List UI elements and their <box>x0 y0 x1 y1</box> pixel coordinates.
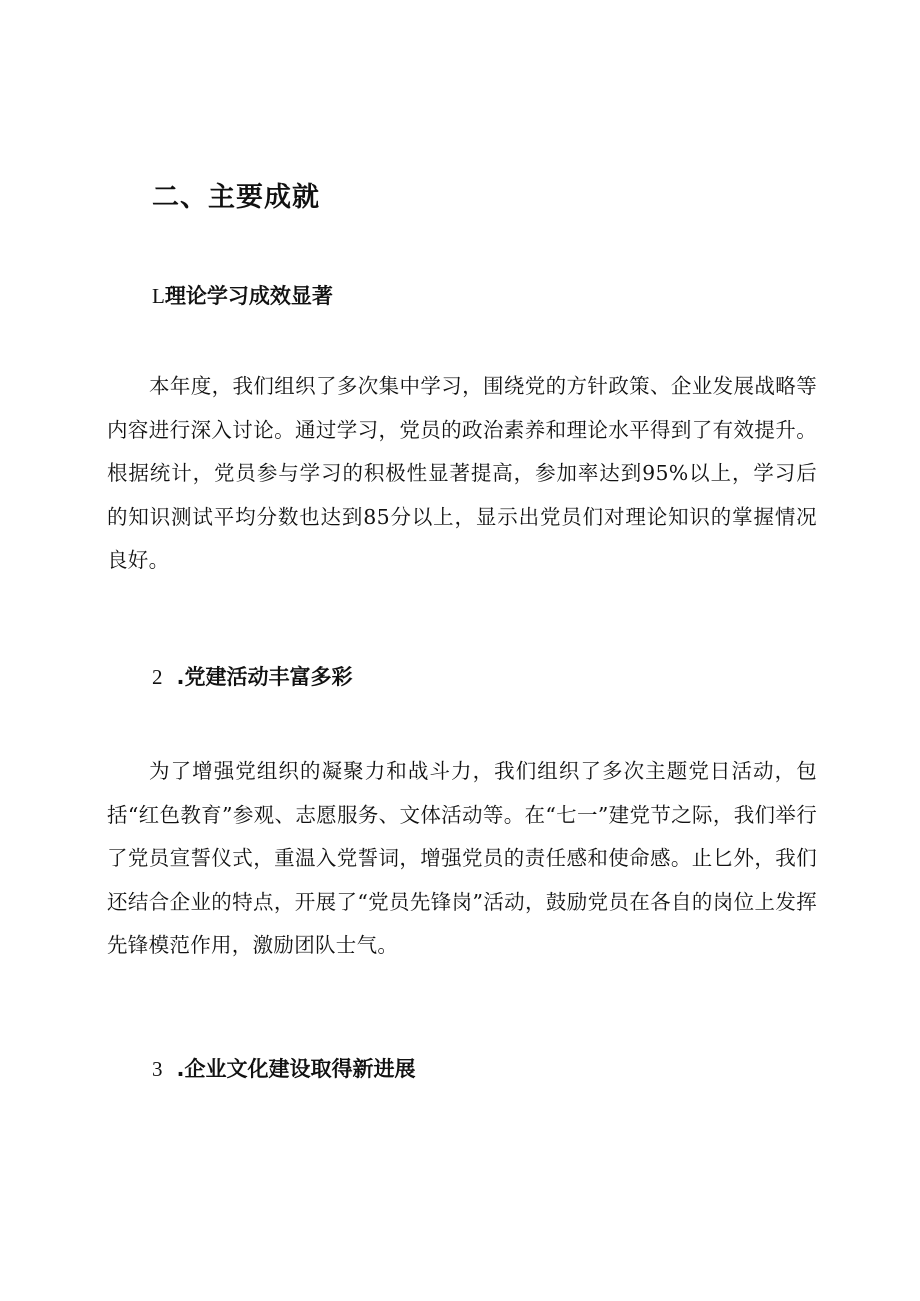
subsection-number-2: 2 <box>152 665 163 689</box>
subsection-paragraph-2: 为了增强党组织的凝聚力和战斗力，我们组织了多次主题党日活动，包括“红色教育”参观、志愿服务、文体活动等。在“七一”建党节之际，我们举行了党员宣誓仪式，重温入党誓词，增强党员的责任感和使命感。止匕外，我们还结合企业的特点，开展了“党员先锋岗”活动，鼓励党员在各自的岗位上发挥先锋模范作用，激励团队士气。 <box>107 759 817 957</box>
subsection-heading-text-3: .企业文化建设取得新进展 <box>176 1057 416 1081</box>
subsection-number-1: L <box>152 284 165 308</box>
subsection-number-3: 3 <box>152 1057 163 1081</box>
subsection-heading-1 <box>152 281 333 311</box>
section-title: 二、主要成就 <box>152 182 320 213</box>
subsection-paragraph-1: 本年度，我们组织了多次集中学习，围绕党的方针政策、企业发展战略等内容进行深入讨论。通过学习，党员的政治素养和理论水平得到了有效提升。根据统计，党员参与学习的积极性显著提高，参加率达到95%以上，学习后的知识测试平均分数也达到85分以上，显示出党员们对理论知识的掌握情况良好。 <box>107 374 817 572</box>
subsection-heading-text-2: .党建活动丰富多彩 <box>176 665 353 689</box>
subsection-heading-2 <box>152 662 352 692</box>
subsection-heading-text-1: 理论学习成效显著 <box>164 284 333 308</box>
subsection-heading-3 <box>152 1054 415 1084</box>
